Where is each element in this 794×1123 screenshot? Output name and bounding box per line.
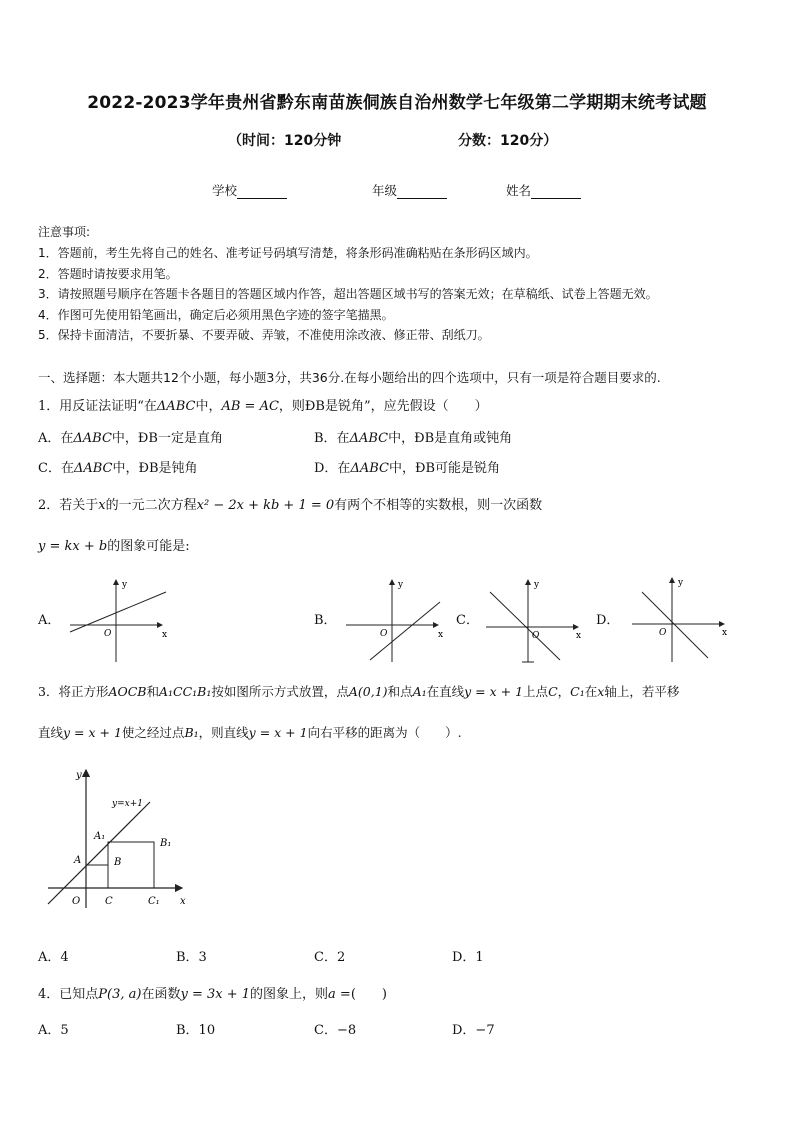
notice-item: 4．作图可先使用铅笔画出，确定后必须用黑色字迹的签字笔描黑。: [38, 307, 394, 322]
notice-item: 5．保持卡面清洁，不要折暴、不要弄破、弄皱，不准使用涂改液、修正带、刮纸刀。: [38, 328, 490, 342]
fig-axis-y: y: [76, 770, 82, 781]
q3-text: 使之经过点: [121, 725, 185, 740]
q1-b-post: 中，ÐB是直角或钝角: [388, 431, 513, 446]
q3-text: 上点: [523, 684, 549, 699]
grade-label: 年级: [372, 183, 398, 198]
q2-text: 的图象可能是:: [107, 539, 190, 554]
q4-text: 4．已知点: [38, 987, 99, 1002]
q3-option-c[interactable]: C．2: [314, 950, 346, 965]
q2-graph-a[interactable]: [66, 572, 176, 664]
question-4: [38, 983, 387, 1002]
origin-label: O: [380, 629, 388, 639]
q3-option-a[interactable]: A．4: [38, 950, 69, 965]
q3-text: ，: [557, 684, 571, 699]
q1-text: 1．用反证法证明“在: [38, 399, 157, 414]
fig-point-a1: A₁: [94, 831, 106, 842]
q3-text: 和: [146, 684, 159, 699]
section-heading: 一、选择题：本大题共12个小题，每小题3分，共36分.在每小题给出的四个选项中，只有一项是符合题目要求的.: [38, 370, 661, 385]
q3-point-b1: B₁: [184, 725, 199, 740]
origin-label: O: [532, 631, 540, 641]
notice-item: 3．请按照题号顺序在答题卡各题目的答题区域内作答，超出答题区域书写的答案无效；在草稿纸、试卷上答题无效。: [38, 287, 658, 301]
q3-point-c: C: [548, 684, 558, 699]
q1-d-post: 中，ÐB可能是锐角: [388, 461, 501, 476]
q3-text: 轴上，若平移: [604, 684, 680, 699]
q2-option-b-label[interactable]: B．: [314, 613, 337, 628]
notice-item: 1．答题前，考生先将自己的姓名、准考证号码填写清楚，将条形码准确粘贴在条形码区域内。: [38, 246, 538, 260]
question-3: [38, 682, 679, 700]
q1-a-pre: A．在: [38, 431, 74, 446]
fig-point-c1: C₁: [148, 896, 160, 907]
axis-x-label: x: [576, 631, 582, 641]
q1-text: 中，: [195, 399, 222, 414]
question-2-line2: [38, 535, 190, 554]
q3-point-c1: C₁: [570, 684, 585, 699]
q2-text: 有两个不相等的实数根，则一次函数: [334, 498, 543, 513]
q4-option-c[interactable]: C．−8: [314, 1023, 357, 1038]
question-2: [38, 494, 542, 513]
q3-option-b[interactable]: B．3: [176, 950, 207, 965]
q4-a-var: a =: [328, 987, 351, 1002]
q1-option-d[interactable]: [314, 457, 500, 476]
name-label: 姓名: [506, 183, 532, 198]
q3-line: y = x + 1: [464, 684, 524, 699]
q3-text: 在: [584, 684, 598, 699]
fig-point-c: C: [105, 896, 113, 907]
school-blank: [237, 186, 287, 199]
grade-field: [372, 181, 447, 199]
fig-origin: O: [72, 896, 81, 907]
q2-graph-d[interactable]: [628, 572, 738, 664]
q2-equation: x² − 2x + kb + 1 = 0: [196, 498, 335, 513]
q3-line: y = x + 1: [248, 725, 308, 740]
school-field: [212, 181, 287, 199]
axis-y-label: y: [678, 578, 684, 588]
q2-text: 2．若关于: [38, 498, 99, 513]
axis-y-label: y: [122, 580, 128, 590]
q1-b-pre: B．在: [314, 431, 350, 446]
q2-text: 的一元二次方程: [105, 498, 197, 513]
q3-text: ，则直线: [198, 725, 249, 740]
q1-option-c[interactable]: [38, 457, 198, 476]
q3-option-d[interactable]: D．1: [452, 950, 484, 965]
origin-label: O: [104, 629, 112, 639]
name-field: [506, 181, 581, 199]
axis-x-label: x: [722, 628, 728, 638]
q4-text: 的图象上，则: [250, 987, 329, 1002]
q3-text: 直线: [38, 725, 64, 740]
q4-point: P(3, a): [98, 987, 142, 1002]
q3-figure: [42, 762, 202, 912]
q1-c-pre: C．在: [38, 461, 74, 476]
q3-point-a: A(0,1): [348, 684, 388, 699]
fig-point-b1: B₁: [160, 838, 172, 849]
q2-var: x: [98, 498, 106, 513]
fig-line-label: y=x+1: [112, 799, 143, 809]
axis-y-label: y: [398, 580, 404, 590]
q1-option-a[interactable]: [38, 427, 223, 446]
question-1: [38, 395, 488, 414]
q2-option-c-label[interactable]: C．: [456, 613, 479, 628]
name-blank: [531, 186, 581, 199]
q2-graph-c[interactable]: [482, 572, 592, 664]
notice-heading: 注意事项:: [38, 225, 91, 239]
q3-text: 在直线: [426, 684, 465, 699]
q1-c-post: 中，ÐB是钝角: [112, 461, 198, 476]
q1-equation: AB = AC: [221, 399, 279, 414]
page-title: 2022-2023学年贵州省黔东南苗族侗族自治州数学七年级第二学期期末统考试题: [87, 93, 707, 113]
q4-text: 在函数: [141, 987, 181, 1002]
q3-line: y = x + 1: [63, 725, 122, 740]
q4-option-b[interactable]: B．10: [176, 1023, 216, 1038]
q2-option-a-label[interactable]: A．: [38, 613, 61, 628]
q4-option-d[interactable]: D．−7: [452, 1023, 495, 1038]
origin-label: O: [659, 628, 667, 638]
q1-a-tri: ΔABC: [73, 431, 112, 446]
q1-c-tri: ΔABC: [73, 461, 113, 476]
q3-text: 向右平移的距离为（ ）.: [307, 725, 462, 740]
q1-option-b[interactable]: [314, 427, 512, 446]
grade-blank: [397, 186, 447, 199]
question-3-line2: [38, 723, 462, 741]
q1-b-tri: ΔABC: [349, 431, 389, 446]
q1-d-pre: D．在: [314, 461, 351, 476]
q4-text: ( ): [350, 987, 387, 1002]
fig-point-a: A: [74, 855, 82, 866]
q2-graph-b[interactable]: [342, 572, 452, 664]
school-label: 学校: [212, 183, 238, 198]
q3-square1: AOCB: [108, 684, 147, 699]
fig-axis-x: x: [180, 896, 186, 907]
q4-option-a[interactable]: A．5: [38, 1023, 69, 1038]
q3-text: 按如图所示方式放置，点: [211, 684, 349, 699]
q2-function: y = kx + b: [38, 539, 108, 554]
q1-a-post: 中，ÐB一定是直角: [111, 431, 223, 446]
fig-point-b: B: [114, 857, 122, 868]
q4-function: y = 3x + 1: [180, 987, 251, 1002]
q1-triangle: ΔABC: [156, 399, 196, 414]
q3-x-var: x: [597, 684, 605, 699]
notice-item: 2．答题时请按要求用笔。: [38, 266, 178, 281]
q2-option-d-label[interactable]: D．: [596, 613, 620, 628]
q3-text: 和点: [387, 684, 413, 699]
exam-score: 分数：120分）: [458, 133, 558, 149]
axis-x-label: x: [438, 630, 444, 640]
q3-text: 3．将正方形: [38, 684, 109, 699]
q1-d-tri: ΔABC: [350, 461, 389, 476]
q1-text: ，则ÐB是锐角”，应先假设（ ）: [278, 399, 488, 414]
q3-point-a1: A₁: [412, 684, 427, 699]
axis-y-label: y: [534, 580, 540, 590]
axis-x-label: x: [162, 630, 168, 640]
q3-square2: A₁CC₁B₁: [159, 684, 212, 699]
exam-time: （时间：120分钟: [228, 133, 342, 149]
